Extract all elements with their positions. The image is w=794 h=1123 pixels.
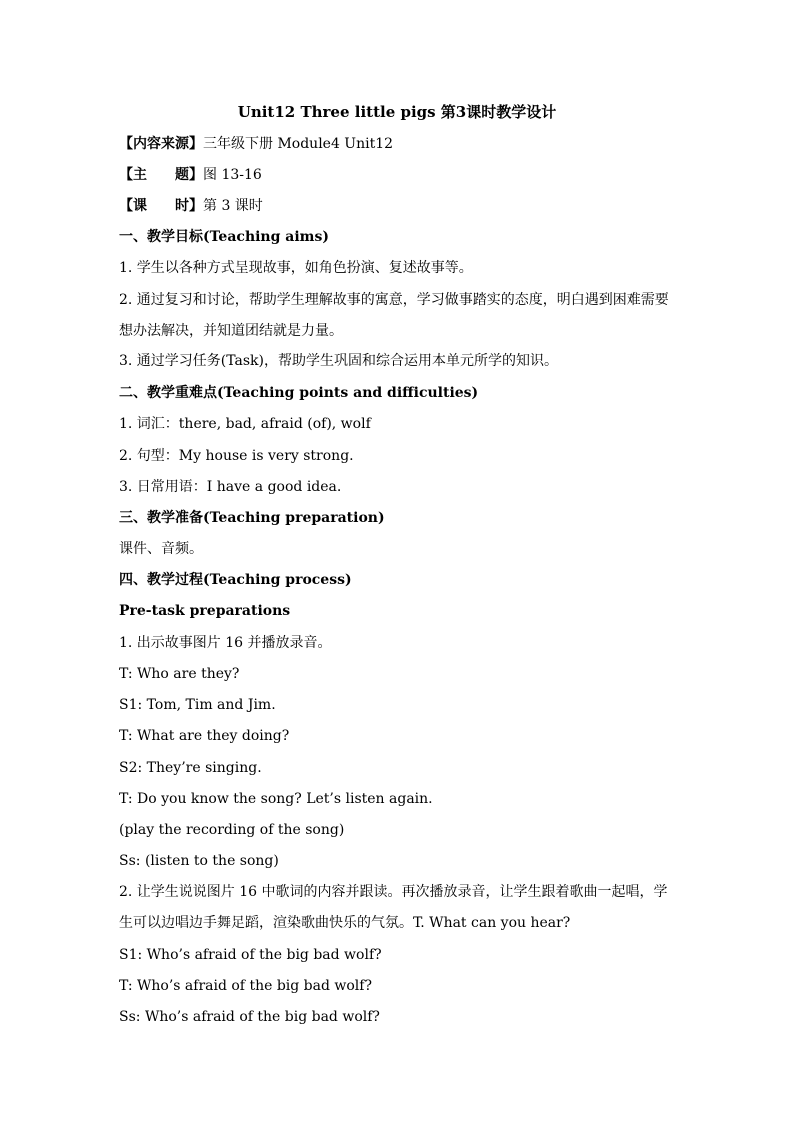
- dialogue-line: Ss: (listen to the song): [119, 853, 279, 869]
- meta-topic-value: 图 13-16: [203, 167, 262, 183]
- step-2: 2. 让学生说说图片 16 中歌词的内容并跟读。再次播放录音，让学生跟着歌曲一起唱，学生可以边唱边手舞足蹈，渲染歌曲快乐的气氛。T. What can you hear?: [119, 884, 668, 931]
- meta-period-key-close: 时】: [175, 198, 203, 214]
- meta-topic-key-open: 【主: [119, 167, 147, 183]
- points-heading: 二、教学重难点(Teaching points and difficulties): [119, 385, 479, 401]
- dialogue-line: S1: Who’s afraid of the big bad wolf?: [119, 947, 382, 963]
- point-3: 3. 日常用语：I have a good idea.: [119, 479, 342, 495]
- process-heading: 四、教学过程(Teaching process): [119, 572, 352, 588]
- meta-period: [119, 195, 679, 217]
- meta-source: [119, 133, 679, 155]
- dialogue-line: S2: They’re singing.: [119, 760, 262, 776]
- prep-text: 课件、音频。: [119, 541, 203, 557]
- point-2: 2. 句型：My house is very strong.: [119, 448, 354, 464]
- document-title: Unit12 Three little pigs 第3课时教学设计: [237, 103, 557, 121]
- dialogue-line: T: What are they doing?: [119, 728, 290, 744]
- point-1: 1. 词汇：there, bad, afraid (of), wolf: [119, 416, 371, 432]
- meta-source-key: 【内容来源】: [119, 136, 203, 152]
- meta-topic: [119, 164, 679, 186]
- meta-period-key-open: 【课: [119, 198, 147, 214]
- aim-1: 1. 学生以各种方式呈现故事，如角色扮演、复述故事等。: [119, 260, 473, 276]
- aim-3: 3. 通过学习任务(Task)，帮助学生巩固和综合运用本单元所学的知识。: [119, 353, 558, 369]
- dialogue-line: S1: Tom, Tim and Jim.: [119, 697, 276, 713]
- aims-heading: 一、教学目标(Teaching aims): [119, 229, 329, 245]
- aim-2: 2. 通过复习和讨论，帮助学生理解故事的寓意，学习做事踏实的态度，明白遇到困难需要想办法解决，并知道团结就是力量。: [119, 292, 669, 339]
- prep-heading: 三、教学准备(Teaching preparation): [119, 510, 385, 526]
- dialogue-line: Ss: Who’s afraid of the big bad wolf?: [119, 1009, 380, 1025]
- dialogue-line: T: Who’s afraid of the big bad wolf?: [119, 978, 372, 994]
- meta-topic-key-close: 题】: [175, 167, 203, 183]
- dialogue-line: (play the recording of the song): [119, 822, 345, 838]
- meta-period-value: 第 3 课时: [203, 198, 263, 214]
- meta-source-value: 三年级下册 Module4 Unit12: [203, 136, 394, 152]
- dialogue-line: T: Who are they?: [119, 666, 240, 682]
- pretask-heading: Pre-task preparations: [119, 603, 291, 619]
- dialogue-line: T: Do you know the song? Let’s listen again.: [119, 791, 433, 807]
- step-1: 1. 出示故事图片 16 并播放录音。: [119, 635, 332, 651]
